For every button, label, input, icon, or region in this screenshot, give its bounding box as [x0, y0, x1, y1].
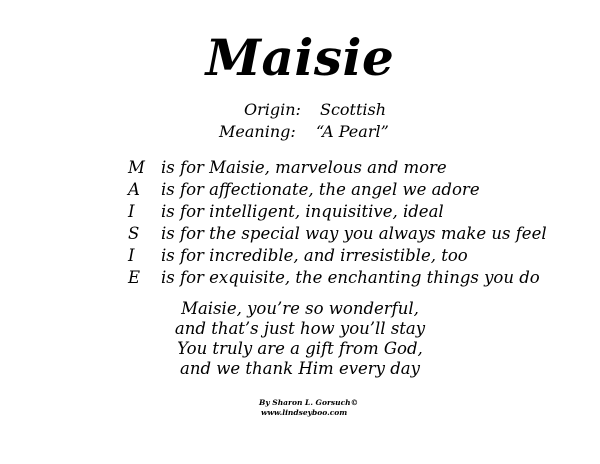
author-credit: By Sharon L. Gorsuch©	[259, 398, 359, 407]
closing-verse	[0, 299, 600, 379]
acrostic-letter: M	[128, 158, 145, 177]
acrostic-letter: S	[128, 224, 140, 243]
acrostic-line: is for exquisite, the enchanting things you do	[161, 268, 540, 287]
verse-line: Maisie, you’re so wonderful,	[181, 299, 419, 318]
acrostic-letter: E	[128, 268, 141, 287]
verse-line: and that’s just how you’ll stay	[174, 319, 426, 338]
website-credit: www.lindseyboo.com	[261, 408, 348, 417]
origin-value: Scottish	[320, 100, 387, 119]
acrostic-letter: A	[128, 180, 140, 199]
meaning-row	[0, 122, 600, 142]
origin-label: Origin:	[244, 100, 301, 119]
acrostic-letter: I	[128, 246, 135, 265]
credit-block	[259, 398, 358, 418]
page-title: Maisie	[205, 28, 395, 87]
acrostic-line: is for affectionate, the angel we adore	[161, 180, 480, 199]
verse-line: and we thank Him every day	[180, 359, 420, 378]
acrostic-letter: I	[128, 202, 135, 221]
meaning-value: “A Pearl”	[316, 122, 389, 141]
acrostic-line: is for Maisie, marvelous and more	[161, 158, 447, 177]
acrostic-line: is for the special way you always make us feel	[161, 224, 547, 243]
acrostic-line: is for incredible, and irresistible, too	[161, 246, 468, 265]
meaning-label: Meaning:	[219, 122, 296, 141]
acrostic-line: is for intelligent, inquisitive, ideal	[161, 202, 444, 221]
origin-row	[0, 100, 600, 120]
verse-line: You truly are a gift from God,	[177, 339, 423, 358]
